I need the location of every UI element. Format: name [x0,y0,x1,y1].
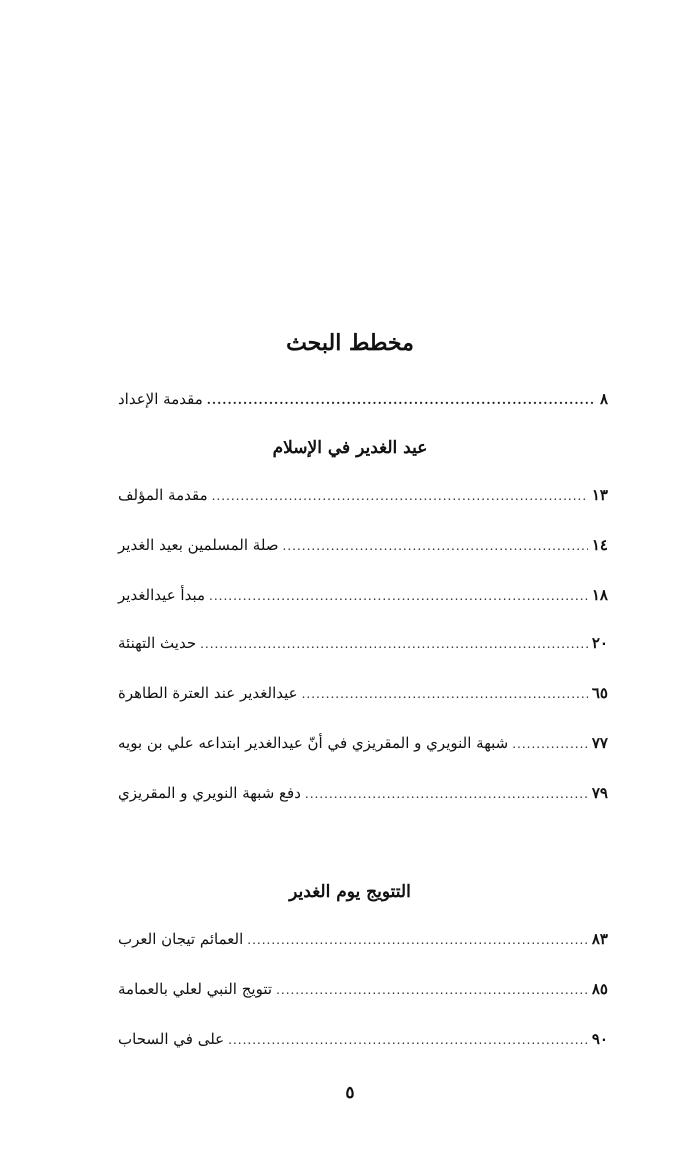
toc-entry-page: ۱۳ [591,486,608,504]
section-heading-1: عيد الغدير في الإسلام [272,438,428,458]
toc-entry-page: ۱۸ [591,586,608,604]
leader-dots [209,589,588,603]
toc-entry-label: صلة المسلمين بعيد الغدير [118,536,279,554]
toc-entry-label: مقدمة المؤلف [118,486,208,504]
toc-entry-page: ٦٥ [591,684,608,702]
toc-entry-label: شبهة النويري و المقريزي في أنّ عيدالغدير ابتداعه علي بن بويه [118,734,509,752]
toc-entry-label: على في السحاب [118,1030,225,1048]
toc-entry [118,634,608,660]
toc-entry-label: العمائم تيجان العرب [118,930,244,948]
toc-entry-page: ۷۷ [591,734,608,752]
leader-dots [207,393,596,407]
toc-entry-page: ۱٤ [591,536,608,554]
toc-entry-page: ۸٥ [591,980,608,998]
toc-entry [118,784,608,810]
page-number: ٥ [345,1083,355,1103]
leader-dots [247,933,588,947]
leader-dots [302,687,588,701]
leader-dots [212,489,588,503]
section-heading-2: التتويج يوم الغدير [289,882,411,902]
toc-entry-page: ۲۰ [591,634,608,652]
toc-entry-label: حديث التهنئة [118,634,197,652]
toc-entry-label: عيدالغدير عند العترة الطاهرة [118,684,298,702]
toc-entry-label: تتويج النبي لعلي بالعمامة [118,980,273,998]
toc-entry [118,586,608,612]
toc-entry-intro [118,390,608,416]
leader-dots [305,787,588,801]
leader-dots [276,983,588,997]
toc-entry [118,1030,608,1056]
toc-entry-label: مقدمة الإعداد [118,390,203,408]
toc-entry-page: ۸ [599,390,608,408]
leader-dots [283,539,588,553]
toc-entry-page: ۸۳ [591,930,608,948]
toc-entry [118,930,608,956]
toc-entry [118,536,608,562]
leader-dots [228,1033,588,1047]
toc-entry-page: ۹۰ [591,1030,608,1048]
leader-dots [512,737,588,751]
toc-entry-label: دفع شبهة النويري و المقريزي [118,784,301,802]
toc-entry [118,486,608,512]
toc-entry [118,980,608,1006]
leader-dots [200,637,588,651]
toc-entry-page: ۷۹ [591,784,608,802]
toc-entry [118,684,608,710]
toc-entry [118,734,608,760]
page-title: مخطط البحث [286,330,414,356]
toc-entry-label: مبدأ عيدالغدير [118,586,206,604]
